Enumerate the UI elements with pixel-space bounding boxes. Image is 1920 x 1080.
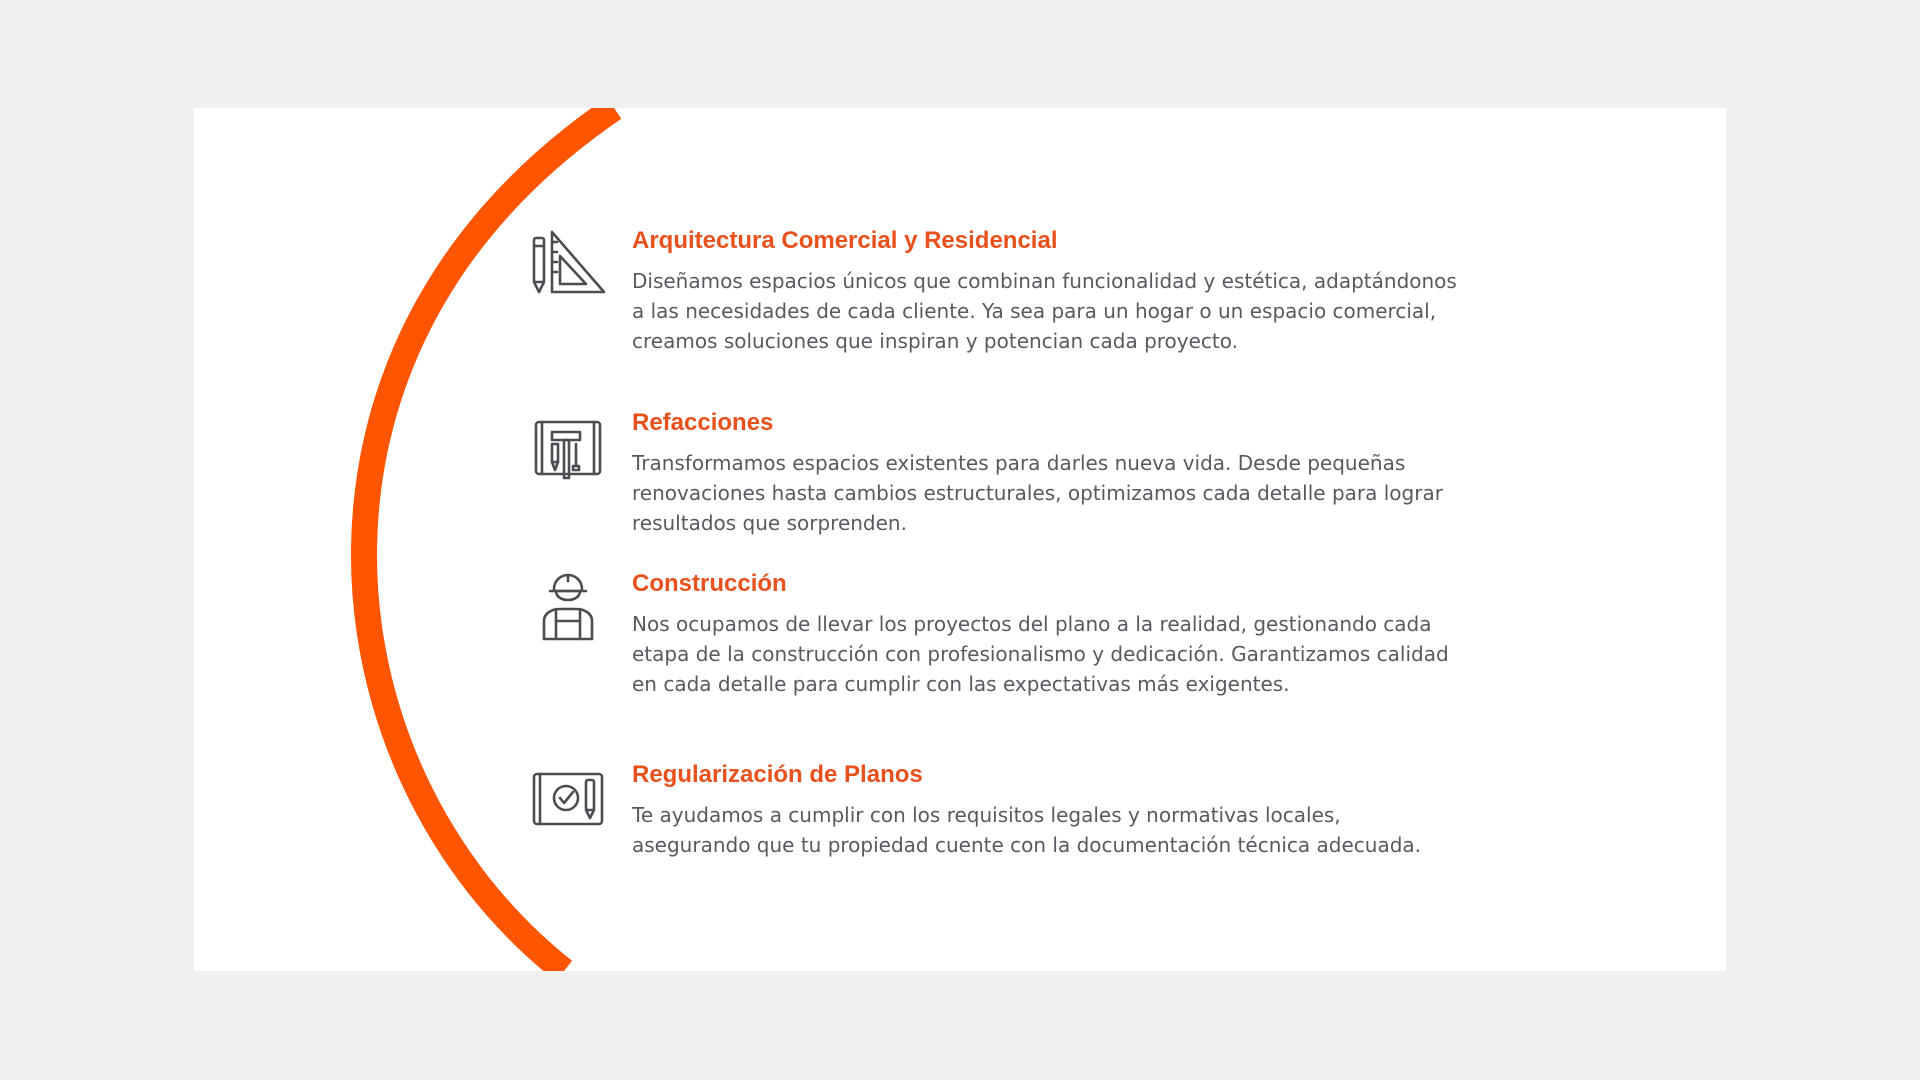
service-text	[632, 226, 1462, 356]
service-description: Transformamos espacios existentes para darles nueva vida. Desde pequeñas renovaciones hasta cambios estructurales, optimizamos cada detalle para lograr resultados que sorprenden.	[632, 451, 1443, 535]
service-description: Nos ocupamos de llevar los proyectos del plano a la realidad, gestionando cada etapa de la construcción con profesionalismo y dedicación. Garantizamos calidad en cada detalle para cumplir con las expectativas más exigentes.	[632, 612, 1449, 696]
service-text	[632, 408, 1462, 538]
service-title: Arquitectura Comercial y Residencial	[632, 227, 1058, 254]
service-description: Diseñamos espacios únicos que combinan funcionalidad y estética, adaptándonos a las necesidades de cada cliente. Ya sea para un hogar o un espacio comercial, creamos soluciones que inspiran y potencian cada proyecto.	[632, 269, 1457, 353]
service-text	[632, 569, 1462, 699]
services-card	[194, 108, 1726, 971]
service-title: Refacciones	[632, 409, 774, 436]
blueprint-tools-icon	[528, 408, 608, 488]
service-text	[632, 760, 1462, 860]
service-title: Construcción	[632, 570, 787, 597]
approved-plan-icon	[528, 760, 608, 840]
construction-worker-icon	[528, 569, 608, 649]
service-description: Te ayudamos a cumplir con los requisitos legales y normativas locales, asegurando que tu propiedad cuente con la documentación técnica adecuada.	[632, 803, 1422, 857]
ruler-triangle-pencil-icon	[528, 226, 608, 306]
service-title: Regularización de Planos	[632, 761, 923, 788]
